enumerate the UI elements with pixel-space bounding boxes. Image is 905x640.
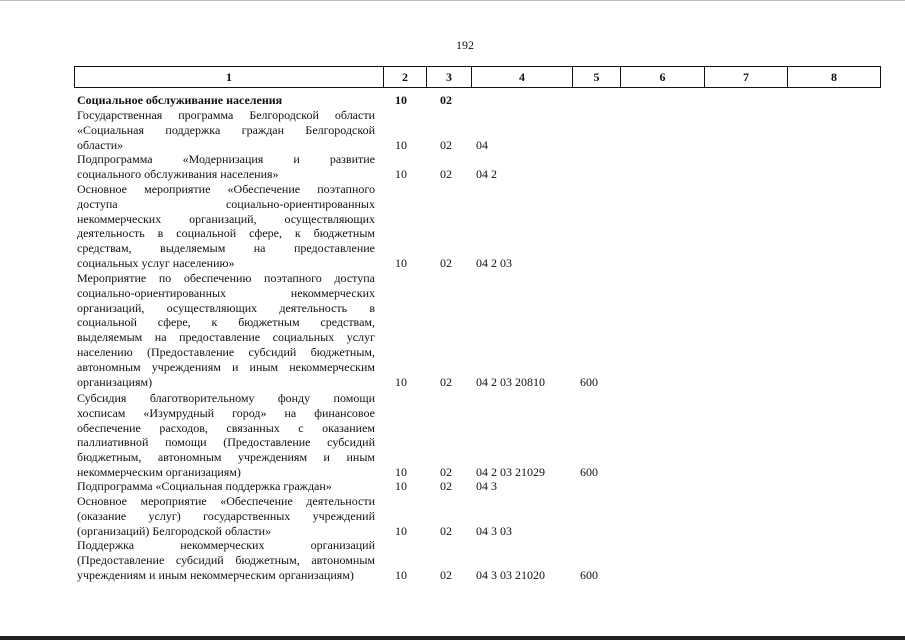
cell-col-3: 02 bbox=[440, 567, 452, 582]
cell-col-4: 04 bbox=[476, 137, 488, 152]
cell-col-2: 10 bbox=[395, 256, 407, 270]
description-line: организациям) bbox=[77, 374, 153, 389]
cell-col-4: 04 2 03 21029 bbox=[476, 465, 545, 479]
row-description bbox=[77, 108, 375, 152]
cell-col-4: 04 2 bbox=[476, 166, 497, 181]
column-header-table bbox=[74, 66, 881, 88]
description-line: «Социальная поддержка граждан Белгородской bbox=[77, 122, 375, 137]
description-line: Поддержка некоммерческих организаций bbox=[77, 538, 375, 552]
row-description bbox=[77, 93, 375, 108]
scan-edge-top bbox=[0, 0, 905, 1]
cell-col-4: 04 3 03 bbox=[476, 523, 512, 538]
description-line: области» bbox=[77, 137, 124, 152]
description-line: некоммерческих организаций, осуществляющих bbox=[77, 211, 375, 226]
description-line: бюджетным, автономным учреждениям и иным bbox=[77, 450, 375, 465]
description-line: деятельность в социальной сфере, к бюджетным bbox=[77, 226, 375, 241]
cell-col-2: 10 bbox=[395, 465, 407, 479]
cell-col-3: 02 bbox=[440, 374, 452, 389]
description-line: Субсидия благотворительному фонду помощи bbox=[77, 391, 375, 405]
description-line: (Предоставление субсидий бюджетным, автономным bbox=[77, 552, 375, 567]
cell-col-3: 02 bbox=[440, 166, 452, 181]
column-header-7: 7 bbox=[705, 67, 788, 88]
description-line: социальных услуг населению» bbox=[77, 255, 235, 270]
description-line: Основное мероприятие «Обеспечение поэтапного bbox=[77, 182, 375, 196]
scan-edge-bottom bbox=[0, 636, 905, 640]
cell-col-3: 02 bbox=[440, 479, 452, 493]
column-header-3: 3 bbox=[427, 67, 472, 88]
column-header-6: 6 bbox=[621, 67, 705, 88]
cell-col-2: 10 bbox=[395, 374, 407, 389]
page-number: 192 bbox=[456, 38, 474, 52]
row-description bbox=[77, 391, 375, 480]
cell-col-2: 10 bbox=[395, 166, 407, 181]
column-header-1: 1 bbox=[75, 67, 384, 88]
description-line: Мероприятие по обеспечению поэтапного доступа bbox=[77, 271, 375, 285]
description-line: (организаций) Белгородской области» bbox=[77, 523, 272, 538]
cell-col-3: 02 bbox=[440, 93, 452, 107]
column-header-8: 8 bbox=[788, 67, 881, 88]
column-header-5: 5 bbox=[573, 67, 621, 88]
description-line: выделяемым на предоставление социальных услуг bbox=[77, 330, 375, 345]
cell-col-2: 10 bbox=[395, 93, 407, 107]
description-line: социальной сфере, к бюджетным средствам, bbox=[77, 315, 375, 330]
description-line: автономным учреждениям и иным некоммерческим bbox=[77, 359, 375, 374]
description-line: социально-ориентированных некоммерческих bbox=[77, 285, 375, 300]
description-line: (оказание услуг) государственных учреждений bbox=[77, 508, 375, 523]
description-line: паллиативной помощи (Предоставление субсидий bbox=[77, 435, 375, 450]
cell-col-4: 04 2 03 20810 bbox=[476, 374, 545, 389]
description-line: некоммерческим организациям) bbox=[77, 464, 241, 479]
cell-col-2: 10 bbox=[395, 479, 407, 493]
cell-col-3: 02 bbox=[440, 137, 452, 152]
row-description bbox=[77, 271, 375, 389]
description-line: обеспечение расходов, связанных с оказанием bbox=[77, 420, 375, 435]
cell-col-5: 600 bbox=[580, 465, 598, 479]
cell-col-4: 04 2 03 bbox=[476, 256, 512, 270]
description-line: Подпрограмма «Модернизация и развитие bbox=[77, 152, 375, 166]
description-line: доступа социально-ориентированных bbox=[77, 196, 375, 211]
description-line: социального обслуживания населения» bbox=[77, 166, 279, 181]
row-description bbox=[77, 152, 375, 182]
column-header-row bbox=[75, 67, 881, 88]
description-line: Подпрограмма «Социальная поддержка граждан» bbox=[77, 479, 332, 493]
cell-col-3: 02 bbox=[440, 256, 452, 270]
description-line: Основное мероприятие «Обеспечение деятельности bbox=[77, 494, 375, 508]
row-description bbox=[77, 479, 375, 494]
cell-col-2: 10 bbox=[395, 523, 407, 538]
column-header-4: 4 bbox=[472, 67, 573, 88]
description-line: Государственная программа Белгородской области bbox=[77, 108, 375, 122]
column-header-2: 2 bbox=[384, 67, 427, 88]
description-line: населению (Предоставление субсидий бюджетным, bbox=[77, 344, 375, 359]
cell-col-2: 10 bbox=[395, 137, 407, 152]
description-line: учреждениям и иным некоммерческим организациям) bbox=[77, 567, 354, 582]
cell-col-2: 10 bbox=[395, 567, 407, 582]
cell-col-5: 600 bbox=[580, 567, 598, 582]
cell-col-3: 02 bbox=[440, 523, 452, 538]
description-line: организаций, осуществляющих деятельность в bbox=[77, 300, 375, 315]
row-description bbox=[77, 494, 375, 538]
cell-col-5: 600 bbox=[580, 374, 598, 389]
row-description bbox=[77, 182, 375, 271]
row-description bbox=[77, 538, 375, 582]
description-line: Социальное обслуживание населения bbox=[77, 93, 283, 107]
description-line: хосписам «Изумрудный город» на финансовое bbox=[77, 405, 375, 420]
cell-col-3: 02 bbox=[440, 465, 452, 479]
description-line: средствам, выделяемым на предоставление bbox=[77, 241, 375, 256]
cell-col-4: 04 3 03 21020 bbox=[476, 567, 545, 582]
cell-col-4: 04 3 bbox=[476, 479, 497, 493]
